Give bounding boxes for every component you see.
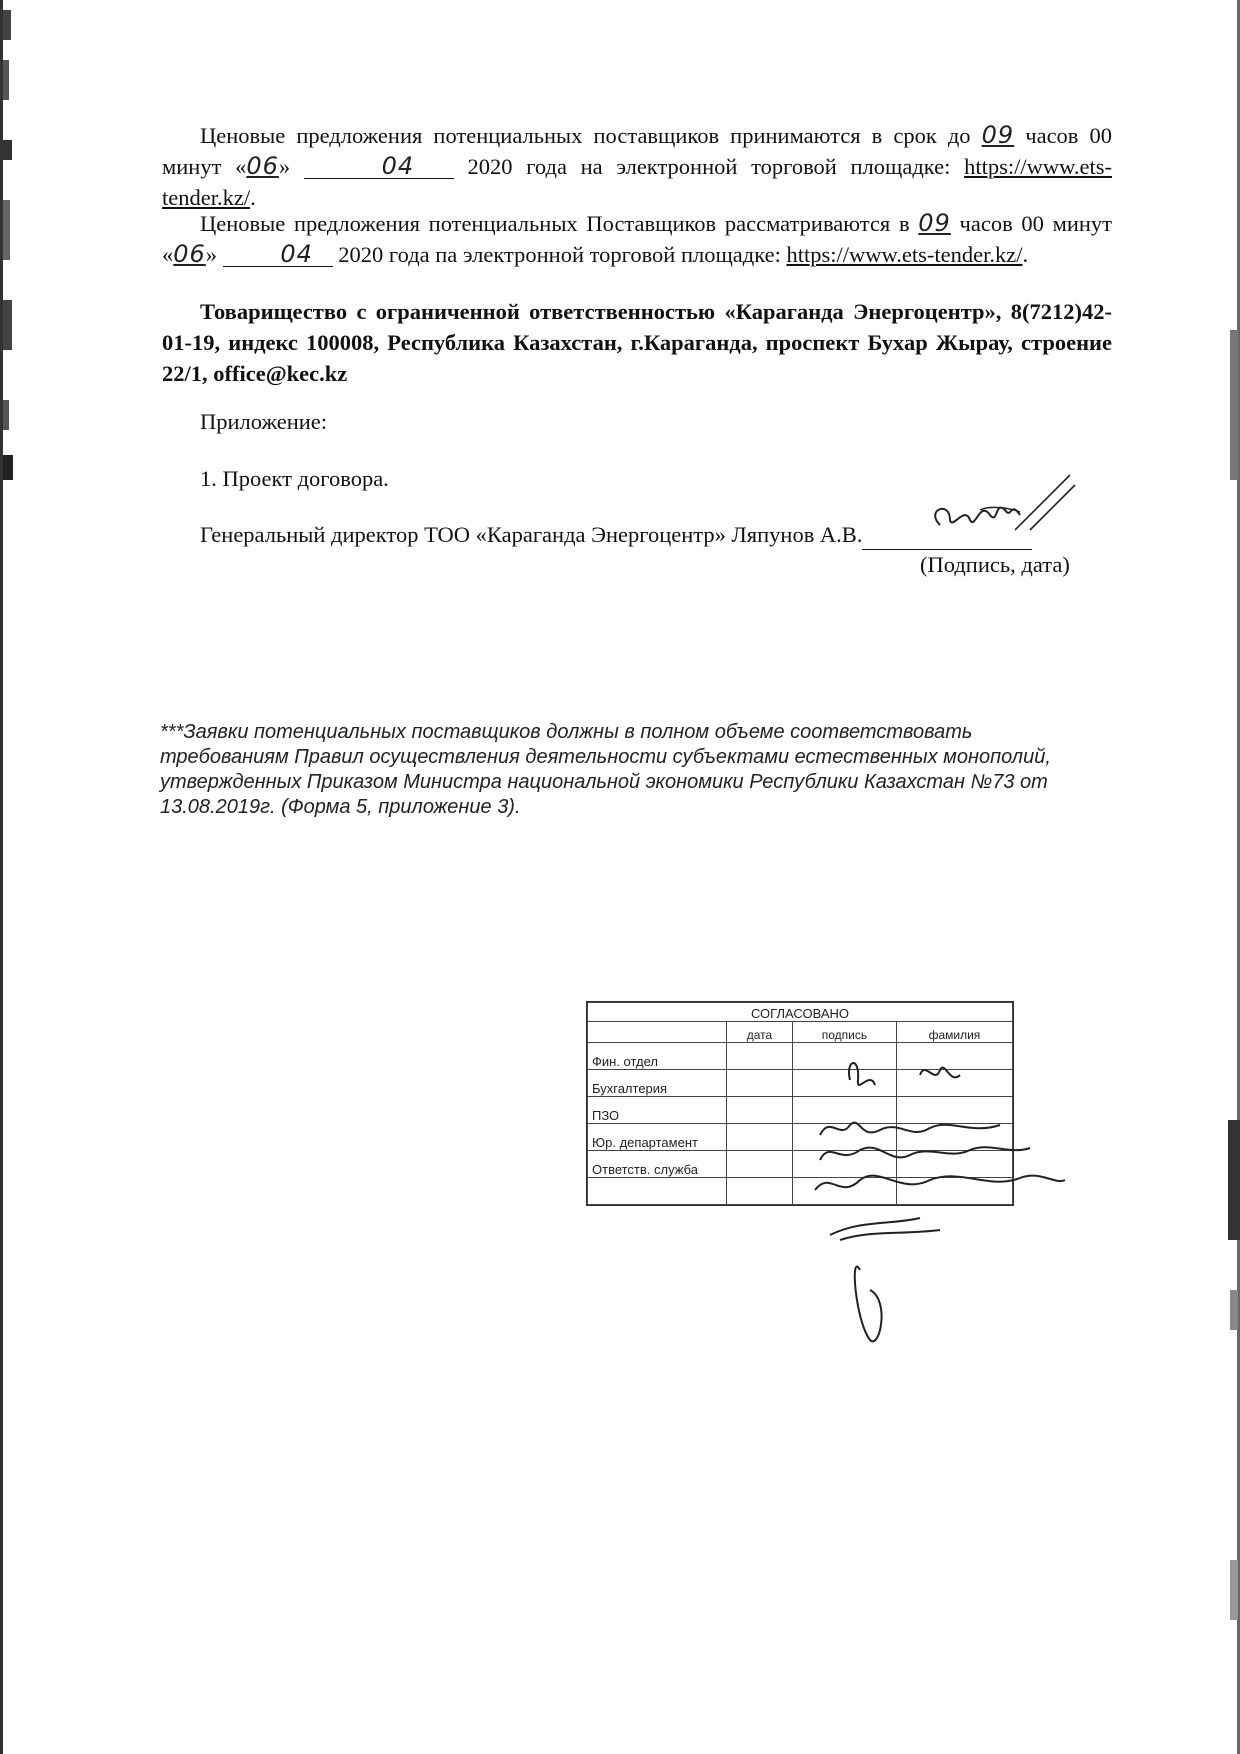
stamp-cell (727, 1151, 793, 1178)
director-title: Генеральный директор ТОО «Караганда Энергоцентр» Ляпунов А.В. (200, 522, 863, 547)
appendix-label: Приложение: (200, 409, 328, 434)
p1-link[interactable]: https://www.ets-tender.kz/ (162, 154, 1113, 210)
submission-deadline-paragraph (162, 120, 1112, 213)
footnote-requirements: ***Заявки потенциальных поставщиков должны в полном объеме соответствовать требованиям Правил осуществления деятельности субъектами естественных монополий, утвержденных Приказом Министра национальной экономики Республики Казахстан №73 от 13.08.2019г. (Форма 5, приложение 3). (160, 721, 1051, 818)
appendix-item-1: 1. Проект договора. (200, 466, 389, 491)
stamp-col-date: дата (727, 1022, 793, 1043)
stamp-cell (727, 1178, 793, 1205)
p2-text-d: 2020 года па электронной торговой площадке: (338, 242, 781, 267)
p2-handwritten-day: 06 (173, 240, 206, 268)
stamp-col-name: фамилия (896, 1022, 1012, 1043)
stamp-row-label: Бухгалтерия (588, 1070, 727, 1097)
p1-text-a: Ценовые предложения потенциальных поставщиков принимаются в срок до (200, 123, 971, 148)
stamp-row-label: Юр. департамент (588, 1124, 727, 1151)
stamp-title: СОГЛАСОВАНО (588, 1003, 1013, 1022)
p1-text-d: 2020 года на электронной торговой площадке: (467, 154, 951, 179)
company-details: Товарищество с ограниченной ответственностью «Караганда Энергоцентр», 8(7212)42-01-19, индекс 100008, Республика Казахстан, г.Караганда, проспект Бухар Жырау, строение 22/1, office@kec.kz (162, 299, 1112, 386)
p2-text-e: . (1022, 242, 1029, 267)
p2-text-c: » (205, 242, 218, 267)
signature-caption: (Подпись, дата) (920, 552, 1070, 577)
stamp-cell (727, 1124, 793, 1151)
p1-handwritten-day: 06 (246, 152, 279, 180)
p1-text-c: » (278, 154, 291, 179)
scan-edge-right (1226, 0, 1240, 1754)
stamp-cell (588, 1178, 727, 1205)
p2-handwritten-month: 04 (223, 242, 333, 267)
stamp-cell (727, 1070, 793, 1097)
review-time-paragraph (162, 208, 1112, 270)
p2-text-a: Ценовые предложения потенциальных Поставщиков рассматриваются в (200, 211, 910, 236)
p1-text-b: часов 00 минут « (162, 123, 1113, 179)
p1-handwritten-month: 04 (304, 154, 454, 179)
scan-edge-left (0, 0, 14, 1754)
p2-text-b: часов 00 минут « (162, 211, 1112, 267)
stamp-row-label: Ответств. служба (588, 1151, 727, 1178)
p2-link[interactable]: https://www.ets-tender.kz/ (786, 242, 1023, 267)
stamp-col-department (588, 1022, 727, 1043)
stamp-handwritten-signatures (800, 1040, 1080, 1360)
director-signature-line (200, 520, 1032, 550)
p1-handwritten-hour: 09 (981, 121, 1015, 149)
stamp-col-sign: подпись (792, 1022, 896, 1043)
director-handwritten-signature (920, 470, 1080, 550)
p1-text-e: . (250, 185, 256, 210)
stamp-row-label: Фин. отдел (588, 1043, 727, 1070)
stamp-row-label: ПЗО (588, 1097, 727, 1124)
p2-handwritten-hour: 09 (918, 209, 951, 237)
stamp-cell (727, 1097, 793, 1124)
stamp-cell (727, 1043, 793, 1070)
